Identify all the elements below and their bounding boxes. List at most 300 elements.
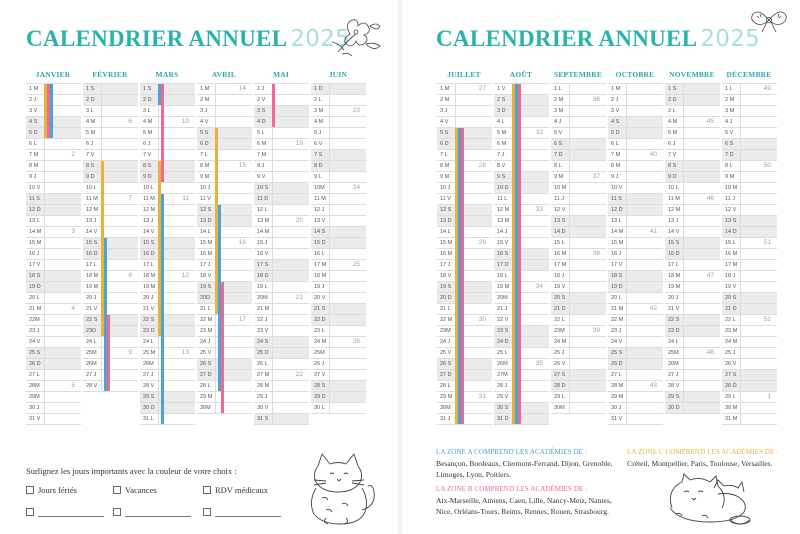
day-note-area[interactable] (329, 183, 366, 193)
day-cell[interactable] (665, 216, 720, 227)
day-note-area[interactable] (44, 315, 81, 325)
day-note-area[interactable] (44, 216, 81, 226)
day-cell[interactable] (26, 106, 81, 117)
day-cell[interactable] (254, 348, 309, 359)
day-cell[interactable] (254, 359, 309, 370)
day-cell[interactable] (311, 183, 366, 194)
day-cell[interactable] (722, 392, 777, 403)
day-note-area[interactable] (329, 150, 366, 160)
day-cell[interactable] (26, 227, 81, 238)
day-note-area[interactable] (626, 392, 663, 402)
day-cell[interactable] (494, 139, 549, 150)
day-cell[interactable] (26, 128, 81, 139)
day-note-area[interactable] (329, 227, 366, 237)
day-note-area[interactable] (626, 150, 663, 160)
day-cell[interactable] (665, 150, 720, 161)
day-cell[interactable] (197, 139, 252, 150)
custom-checkbox-3[interactable] (203, 508, 211, 516)
day-note-area[interactable] (626, 348, 663, 358)
day-cell[interactable] (722, 117, 777, 128)
day-cell[interactable] (551, 381, 606, 392)
day-cell[interactable] (26, 260, 81, 271)
day-note-area[interactable] (740, 392, 777, 402)
day-cell[interactable] (254, 183, 309, 194)
day-note-area[interactable] (569, 128, 606, 138)
day-cell[interactable] (494, 282, 549, 293)
day-cell[interactable] (437, 260, 492, 271)
day-cell[interactable] (551, 337, 606, 348)
day-cell[interactable] (722, 337, 777, 348)
day-cell[interactable] (494, 337, 549, 348)
day-note-area[interactable] (272, 205, 309, 215)
day-note-area[interactable] (272, 348, 309, 358)
day-cell[interactable] (197, 271, 252, 282)
day-cell[interactable] (608, 271, 663, 282)
day-cell[interactable] (437, 128, 492, 139)
day-cell[interactable] (26, 150, 81, 161)
day-note-area[interactable] (272, 403, 309, 413)
day-note-area[interactable] (569, 359, 606, 369)
day-cell[interactable] (551, 216, 606, 227)
day-cell[interactable] (140, 183, 195, 194)
day-cell[interactable] (140, 95, 195, 106)
day-cell[interactable] (83, 326, 138, 337)
day-note-area[interactable] (626, 381, 663, 391)
day-cell[interactable] (608, 326, 663, 337)
day-note-area[interactable] (683, 216, 720, 226)
day-note-area[interactable] (215, 150, 252, 160)
day-cell[interactable] (140, 128, 195, 139)
day-note-area[interactable] (44, 227, 81, 237)
day-note-area[interactable] (272, 359, 309, 369)
day-cell[interactable] (140, 370, 195, 381)
day-note-area[interactable] (683, 403, 720, 413)
day-cell[interactable] (437, 84, 492, 95)
day-cell[interactable] (140, 348, 195, 359)
day-cell[interactable] (311, 337, 366, 348)
day-cell[interactable] (665, 84, 720, 95)
day-cell[interactable] (722, 282, 777, 293)
day-cell[interactable] (197, 95, 252, 106)
day-cell[interactable] (437, 117, 492, 128)
day-cell[interactable] (254, 304, 309, 315)
day-cell[interactable] (437, 150, 492, 161)
day-cell[interactable] (722, 139, 777, 150)
day-note-area[interactable] (740, 348, 777, 358)
day-cell[interactable] (197, 183, 252, 194)
day-cell[interactable] (608, 161, 663, 172)
day-cell[interactable] (494, 392, 549, 403)
day-cell[interactable] (197, 205, 252, 216)
day-note-area[interactable] (329, 282, 366, 292)
day-note-area[interactable] (740, 172, 777, 182)
day-cell[interactable] (26, 216, 81, 227)
day-note-area[interactable] (329, 139, 366, 149)
day-note-area[interactable] (626, 128, 663, 138)
day-cell[interactable] (83, 238, 138, 249)
day-cell[interactable] (608, 293, 663, 304)
day-cell[interactable] (140, 172, 195, 183)
day-note-area[interactable] (272, 117, 309, 127)
day-note-area[interactable] (272, 414, 309, 424)
day-note-area[interactable] (740, 117, 777, 127)
day-note-area[interactable] (626, 359, 663, 369)
day-cell[interactable] (437, 161, 492, 172)
day-note-area[interactable] (44, 403, 81, 413)
day-note-area[interactable] (101, 128, 138, 138)
day-note-area[interactable] (569, 326, 606, 336)
day-note-area[interactable] (569, 315, 606, 325)
day-cell[interactable] (197, 161, 252, 172)
day-note-area[interactable] (740, 359, 777, 369)
day-note-area[interactable] (626, 403, 663, 413)
day-cell[interactable] (26, 194, 81, 205)
day-cell[interactable] (83, 128, 138, 139)
day-note-area[interactable] (272, 249, 309, 259)
day-cell[interactable] (26, 315, 81, 326)
day-cell[interactable] (26, 161, 81, 172)
day-cell[interactable] (311, 227, 366, 238)
day-note-area[interactable] (215, 161, 252, 171)
day-cell[interactable] (254, 260, 309, 271)
day-cell[interactable] (722, 172, 777, 183)
day-cell[interactable] (197, 326, 252, 337)
day-note-area[interactable] (740, 381, 777, 391)
day-cell[interactable] (608, 249, 663, 260)
day-note-area[interactable] (683, 227, 720, 237)
day-note-area[interactable] (740, 238, 777, 248)
day-cell[interactable] (494, 95, 549, 106)
day-cell[interactable] (551, 304, 606, 315)
day-cell[interactable] (26, 293, 81, 304)
day-cell[interactable] (722, 183, 777, 194)
day-note-area[interactable] (101, 117, 138, 127)
day-note-area[interactable] (272, 128, 309, 138)
day-note-area[interactable] (626, 249, 663, 259)
day-note-area[interactable] (215, 139, 252, 149)
day-cell[interactable] (437, 370, 492, 381)
day-cell[interactable] (254, 293, 309, 304)
day-note-area[interactable] (44, 161, 81, 171)
day-cell[interactable] (140, 293, 195, 304)
day-cell[interactable] (311, 359, 366, 370)
day-cell[interactable] (665, 282, 720, 293)
day-cell[interactable] (437, 139, 492, 150)
day-cell[interactable] (254, 106, 309, 117)
day-note-area[interactable] (44, 150, 81, 160)
day-cell[interactable] (437, 326, 492, 337)
day-note-area[interactable] (272, 282, 309, 292)
day-cell[interactable] (551, 293, 606, 304)
day-cell[interactable] (437, 205, 492, 216)
day-note-area[interactable] (215, 183, 252, 193)
day-cell[interactable] (254, 282, 309, 293)
day-note-area[interactable] (272, 271, 309, 281)
day-cell[interactable] (311, 161, 366, 172)
day-note-area[interactable] (44, 381, 81, 391)
day-cell[interactable] (665, 249, 720, 260)
day-cell[interactable] (494, 84, 549, 95)
day-cell[interactable] (608, 315, 663, 326)
day-note-area[interactable] (329, 359, 366, 369)
day-cell[interactable] (494, 304, 549, 315)
day-cell[interactable] (140, 304, 195, 315)
day-note-area[interactable] (569, 194, 606, 204)
day-cell[interactable] (494, 194, 549, 205)
day-note-area[interactable] (683, 260, 720, 270)
day-cell[interactable] (665, 172, 720, 183)
day-cell[interactable] (254, 117, 309, 128)
day-note-area[interactable] (740, 106, 777, 116)
day-note-area[interactable] (626, 194, 663, 204)
day-cell[interactable] (608, 304, 663, 315)
day-cell[interactable] (551, 260, 606, 271)
day-note-area[interactable] (569, 106, 606, 116)
day-note-area[interactable] (101, 216, 138, 226)
day-note-area[interactable] (683, 337, 720, 347)
day-note-area[interactable] (740, 183, 777, 193)
day-note-area[interactable] (272, 161, 309, 171)
day-cell[interactable] (254, 414, 309, 425)
day-cell[interactable] (437, 216, 492, 227)
day-cell[interactable] (494, 150, 549, 161)
day-note-area[interactable] (215, 95, 252, 105)
day-cell[interactable] (83, 216, 138, 227)
day-note-area[interactable] (740, 205, 777, 215)
day-cell[interactable] (494, 106, 549, 117)
day-cell[interactable] (722, 84, 777, 95)
day-note-area[interactable] (740, 315, 777, 325)
custom-checkbox-2[interactable] (113, 508, 121, 516)
day-cell[interactable] (551, 183, 606, 194)
day-note-area[interactable] (740, 260, 777, 270)
day-cell[interactable] (254, 139, 309, 150)
day-note-area[interactable] (44, 337, 81, 347)
day-cell[interactable] (608, 282, 663, 293)
day-cell[interactable] (26, 95, 81, 106)
day-note-area[interactable] (329, 249, 366, 259)
day-cell[interactable] (83, 84, 138, 95)
day-note-area[interactable] (272, 260, 309, 270)
day-cell[interactable] (665, 337, 720, 348)
day-cell[interactable] (254, 227, 309, 238)
day-cell[interactable] (722, 370, 777, 381)
day-cell[interactable] (665, 315, 720, 326)
day-cell[interactable] (665, 106, 720, 117)
day-cell[interactable] (722, 106, 777, 117)
day-note-area[interactable] (569, 183, 606, 193)
medical-checkbox[interactable] (203, 486, 211, 494)
day-note-area[interactable] (569, 304, 606, 314)
day-note-area[interactable] (683, 370, 720, 380)
day-cell[interactable] (83, 249, 138, 260)
day-cell[interactable] (83, 381, 138, 392)
day-note-area[interactable] (569, 172, 606, 182)
day-cell[interactable] (608, 128, 663, 139)
day-note-area[interactable] (683, 315, 720, 325)
day-cell[interactable] (494, 315, 549, 326)
day-cell[interactable] (311, 216, 366, 227)
day-cell[interactable] (494, 238, 549, 249)
day-note-area[interactable] (683, 249, 720, 259)
day-note-area[interactable] (569, 238, 606, 248)
day-cell[interactable] (197, 216, 252, 227)
day-note-area[interactable] (683, 304, 720, 314)
day-note-area[interactable] (683, 161, 720, 171)
day-cell[interactable] (608, 84, 663, 95)
day-note-area[interactable] (683, 205, 720, 215)
day-cell[interactable] (551, 84, 606, 95)
day-cell[interactable] (551, 106, 606, 117)
day-cell[interactable] (140, 337, 195, 348)
day-cell[interactable] (254, 216, 309, 227)
day-note-area[interactable] (569, 216, 606, 226)
day-cell[interactable] (437, 282, 492, 293)
day-cell[interactable] (83, 293, 138, 304)
day-note-area[interactable] (329, 293, 366, 303)
day-cell[interactable] (140, 106, 195, 117)
day-cell[interactable] (26, 337, 81, 348)
day-note-area[interactable] (272, 326, 309, 336)
day-cell[interactable] (494, 359, 549, 370)
day-cell[interactable] (311, 205, 366, 216)
day-note-area[interactable] (101, 205, 138, 215)
day-cell[interactable] (254, 194, 309, 205)
day-note-area[interactable] (740, 95, 777, 105)
day-cell[interactable] (140, 205, 195, 216)
day-cell[interactable] (722, 315, 777, 326)
day-note-area[interactable] (569, 249, 606, 259)
day-cell[interactable] (494, 205, 549, 216)
day-cell[interactable] (722, 403, 777, 414)
day-note-area[interactable] (683, 183, 720, 193)
day-cell[interactable] (254, 238, 309, 249)
day-cell[interactable] (197, 304, 252, 315)
day-note-area[interactable] (626, 183, 663, 193)
day-note-area[interactable] (683, 293, 720, 303)
day-cell[interactable] (197, 128, 252, 139)
day-cell[interactable] (437, 172, 492, 183)
day-cell[interactable] (140, 139, 195, 150)
day-note-area[interactable] (569, 282, 606, 292)
day-note-area[interactable] (272, 216, 309, 226)
day-note-area[interactable] (44, 326, 81, 336)
day-note-area[interactable] (272, 95, 309, 105)
day-cell[interactable] (26, 403, 81, 414)
day-note-area[interactable] (569, 271, 606, 281)
day-cell[interactable] (254, 161, 309, 172)
day-cell[interactable] (608, 216, 663, 227)
day-cell[interactable] (551, 117, 606, 128)
day-cell[interactable] (311, 370, 366, 381)
day-cell[interactable] (254, 315, 309, 326)
day-cell[interactable] (437, 249, 492, 260)
day-cell[interactable] (665, 304, 720, 315)
day-cell[interactable] (608, 183, 663, 194)
day-cell[interactable] (197, 282, 252, 293)
day-cell[interactable] (83, 161, 138, 172)
day-cell[interactable] (197, 249, 252, 260)
day-note-area[interactable] (329, 216, 366, 226)
day-cell[interactable] (140, 194, 195, 205)
day-note-area[interactable] (272, 315, 309, 325)
day-note-area[interactable] (329, 403, 366, 413)
day-note-area[interactable] (44, 260, 81, 270)
day-cell[interactable] (311, 106, 366, 117)
day-note-area[interactable] (272, 139, 309, 149)
day-cell[interactable] (26, 348, 81, 359)
day-cell[interactable] (665, 227, 720, 238)
day-cell[interactable] (140, 216, 195, 227)
day-cell[interactable] (83, 117, 138, 128)
day-note-area[interactable] (740, 271, 777, 281)
day-note-area[interactable] (626, 216, 663, 226)
day-note-area[interactable] (569, 95, 606, 105)
day-cell[interactable] (26, 117, 81, 128)
day-note-area[interactable] (683, 95, 720, 105)
day-note-area[interactable] (101, 139, 138, 149)
day-note-area[interactable] (101, 172, 138, 182)
day-note-area[interactable] (740, 304, 777, 314)
day-cell[interactable] (722, 205, 777, 216)
day-cell[interactable] (494, 370, 549, 381)
day-cell[interactable] (437, 359, 492, 370)
day-note-area[interactable] (626, 370, 663, 380)
day-note-area[interactable] (740, 293, 777, 303)
day-note-area[interactable] (44, 359, 81, 369)
day-cell[interactable] (665, 260, 720, 271)
day-note-area[interactable] (569, 117, 606, 127)
day-cell[interactable] (665, 161, 720, 172)
day-note-area[interactable] (683, 271, 720, 281)
day-cell[interactable] (83, 271, 138, 282)
custom-label-line-1[interactable] (38, 515, 104, 517)
day-cell[interactable] (437, 271, 492, 282)
day-note-area[interactable] (455, 84, 492, 94)
day-note-area[interactable] (329, 172, 366, 182)
day-cell[interactable] (140, 249, 195, 260)
day-note-area[interactable] (329, 260, 366, 270)
day-cell[interactable] (608, 194, 663, 205)
day-cell[interactable] (722, 359, 777, 370)
day-cell[interactable] (665, 271, 720, 282)
day-cell[interactable] (311, 326, 366, 337)
day-note-area[interactable] (683, 238, 720, 248)
day-cell[interactable] (140, 227, 195, 238)
day-cell[interactable] (26, 326, 81, 337)
day-note-area[interactable] (740, 216, 777, 226)
day-note-area[interactable] (329, 370, 366, 380)
day-cell[interactable] (608, 117, 663, 128)
day-cell[interactable] (494, 414, 549, 425)
day-note-area[interactable] (626, 117, 663, 127)
day-cell[interactable] (437, 304, 492, 315)
day-note-area[interactable] (683, 128, 720, 138)
day-note-area[interactable] (626, 337, 663, 347)
day-cell[interactable] (437, 392, 492, 403)
day-note-area[interactable] (44, 370, 81, 380)
day-cell[interactable] (551, 194, 606, 205)
day-cell[interactable] (83, 95, 138, 106)
day-cell[interactable] (437, 183, 492, 194)
day-note-area[interactable] (272, 304, 309, 314)
day-cell[interactable] (311, 282, 366, 293)
day-note-area[interactable] (626, 227, 663, 237)
day-note-area[interactable] (272, 227, 309, 237)
day-note-area[interactable] (626, 139, 663, 149)
day-cell[interactable] (254, 150, 309, 161)
day-cell[interactable] (494, 403, 549, 414)
